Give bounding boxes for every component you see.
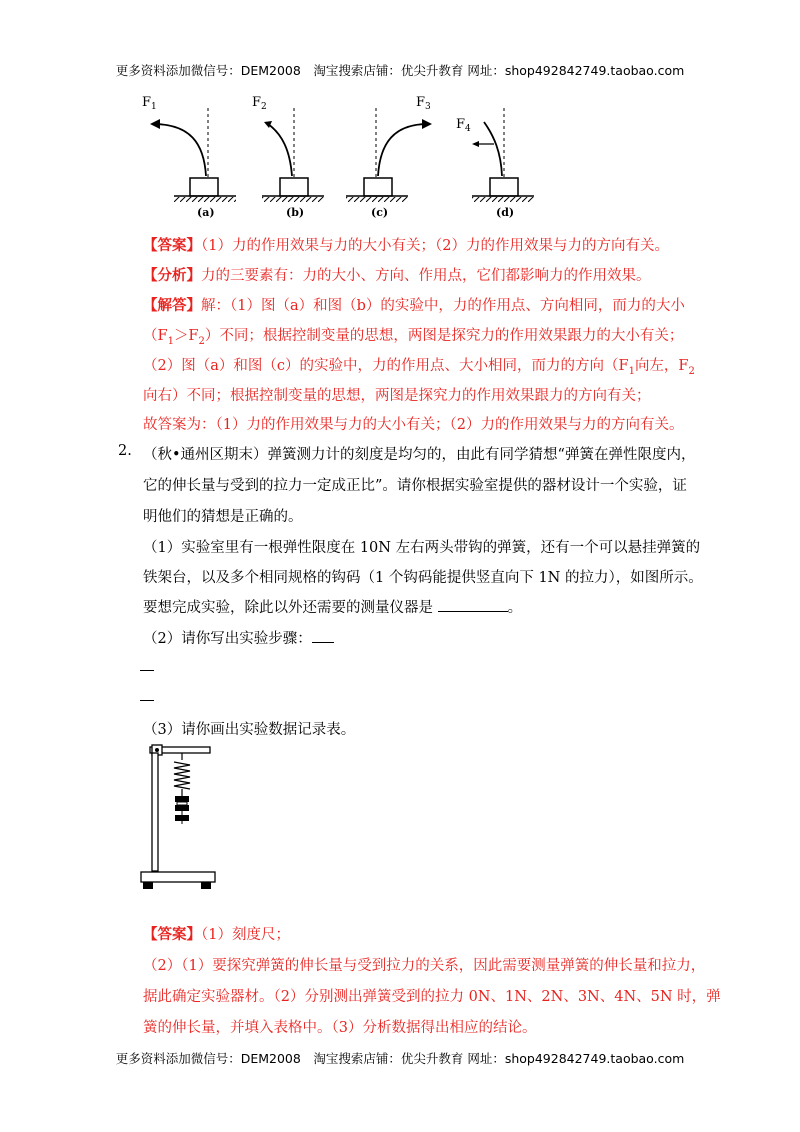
force-label-f3: $F_3$ (416, 95, 431, 112)
q1-final-answer: 故答案为：（1）力的作用效果与力的大小有关；（2）力的作用效果与力的方向有关。 (143, 417, 684, 433)
panel-c (346, 95, 432, 219)
caption-b: (b) (286, 206, 305, 219)
q2-stem-line-3: 明他们的猜想是正确的。 (143, 509, 303, 525)
q1-solution-line-2: $(F_1>F_2)$不同；根据控制变量的思想，两图是探究力的作用效果跟力的大小有关； (143, 328, 684, 347)
q2-part1-line-2: 铁架台，以及多个相同规格的钩码（1 个钩码能提供竖直向下 1N 的拉力），如图所示。 (143, 570, 703, 586)
force-label-f2: $F_2$ (252, 95, 267, 112)
blank-line-1[interactable] (140, 670, 154, 671)
spring-stand-figure (138, 744, 228, 894)
q2-answer-line-3: 据此确定实验器材。（2）分别测出弹簧受到的拉力 0N、1N、2N、3N、4N、5N 时，弹 (143, 989, 721, 1005)
q2-answer-label: 【答案】 (143, 926, 201, 943)
answer-blank[interactable] (438, 597, 508, 612)
analysis-label: 【分析】 (143, 267, 201, 284)
answer-text: （1）力的作用效果与力的大小有关；（2）力的作用效果与力的方向有关。 (201, 238, 669, 254)
q1-solution-line-3: （2）图（a）和图（c）的实验中，力的作用点、大小相同，而力的方向（$F_1$向左，$F_2$ (143, 358, 695, 377)
answer-label: 【答案】 (143, 237, 201, 254)
q2-part2: （2）请你写出实验步骤： (143, 627, 334, 648)
force-label-f1: $F_1$ (142, 95, 157, 112)
q2-answer: 【答案】（1）刻度尺； (143, 926, 290, 943)
caption-c: (c) (371, 206, 389, 219)
q2-answer-line-2: （2）（1）要探究弹簧的伸长量与受到拉力的关系，因此需要测量弹簧的伸长量和拉力， (143, 958, 706, 974)
page-header: 更多资料添加微信号：DEM2008 淘宝搜索店铺：优尖升教育 网址：shop492842749.taobao.com (115, 63, 685, 78)
q2-answer-line-4: 簧的伸长量，并填入表格中。（3）分析数据得出相应的结论。 (143, 1020, 537, 1036)
panel-d (456, 108, 534, 219)
panel-b (252, 95, 324, 219)
q2-number: 2. (118, 443, 132, 459)
q1-analysis (143, 264, 651, 285)
page-footer: 更多资料添加微信号：DEM2008 淘宝搜索店铺：优尖升教育 网址：shop492842749.taobao.com (115, 1051, 685, 1066)
steps-blank[interactable] (312, 628, 334, 643)
panel-a (142, 95, 236, 219)
q1-solution-line-4: 向右）不同；根据控制变量的思想，两图是探究力的作用效果跟力的方向有关； (143, 388, 651, 404)
q2-stem-line-2: 它的伸长量与受到的拉力一定成正比”。请你根据实验室提供的器材设计一个实验，证 (143, 478, 687, 494)
q1-solution-line-1: 【解答】解：（1）图（a）和图（b）的实验中，力的作用点、方向相同，而力的大小 (143, 297, 685, 314)
q2-part1-line-1: （1）实验室里有一根弹性限度在 10N 左右两头带钩的弹簧，还有一个可以悬挂弹簧的 (143, 540, 701, 556)
force-label-f4: $F_4$ (456, 117, 471, 134)
q2-stem-line-1: （秋•通州区期末）弹簧测力计的刻度是均匀的，由此有同学猜想“弹簧在弹性限度内， (143, 447, 696, 463)
caption-d: (d) (496, 206, 515, 219)
q1-answer (143, 234, 669, 255)
q2-part3: （3）请你画出实验数据记录表。 (143, 722, 356, 738)
q2-part1-line-3: 要想完成实验，除此以外还需要的测量仪器是 。 (143, 596, 522, 617)
analysis-text: 力的三要素有：力的大小、方向、作用点，它们都影响力的作用效果。 (201, 268, 651, 284)
caption-a: (a) (197, 206, 215, 219)
solution-label: 【解答】 (143, 297, 201, 314)
blank-line-2[interactable] (140, 700, 154, 701)
